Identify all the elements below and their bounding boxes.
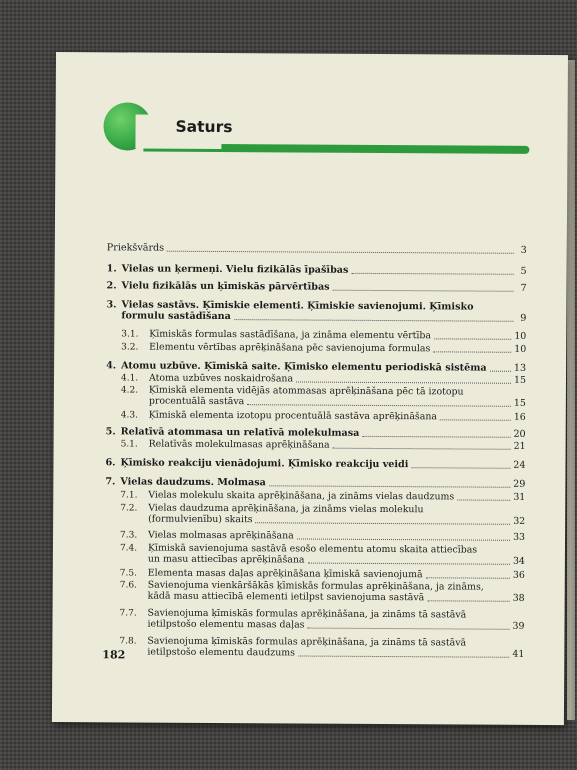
toc-entry-number: 7.2.: [120, 503, 138, 514]
toc-entry-title: Savienojuma vienkāršākās ķīmiskās formulas aprēķināšana, ja zināms,: [147, 579, 484, 593]
dot-leader: [297, 529, 510, 541]
toc-entry: [105, 457, 525, 471]
book-page: [52, 52, 568, 725]
toc-page-number: 38: [512, 592, 525, 604]
toc-entry: [105, 502, 525, 527]
toc-page-number: 36: [512, 569, 525, 581]
toc-entry: [104, 635, 524, 660]
dot-leader: [307, 618, 509, 630]
dot-leader: [426, 568, 510, 579]
dot-leader: [427, 591, 510, 602]
toc-page-number: 29: [513, 478, 526, 490]
toc-entry-title: Savienojuma ķīmiskās formulas aprēķināšana, ja zināms tā sastāvā: [147, 635, 467, 649]
toc-entry: [106, 341, 526, 355]
page-edge: [567, 60, 575, 720]
toc-entry-number: 7.8.: [119, 636, 137, 647]
toc-entry-number: 7.1.: [120, 490, 138, 501]
toc-entry-number: 5.: [105, 426, 116, 438]
toc-entry-title: Ķīmiskā savienojuma sastāvā esošo elementu atomu skaita attiecības: [147, 542, 478, 556]
toc-entry-title: Vielas daudzuma aprēķināšana, ja zināms vielas molekulu: [148, 502, 424, 516]
toc-entry-title-continued: formulu sastādīšana: [121, 310, 231, 323]
toc-page-number: 32: [513, 515, 526, 527]
dot-leader: [362, 426, 510, 437]
toc-page-number: 16: [513, 411, 526, 423]
toc-entry-number: 7.3.: [120, 530, 138, 541]
toc-entry-number: 6.: [105, 457, 116, 469]
dot-leader: [167, 241, 514, 254]
toc-entry-title-continued: procentuālā sastāva: [148, 395, 245, 408]
dot-leader: [433, 342, 511, 353]
toc-entry: [105, 529, 525, 543]
dot-leader: [296, 372, 511, 384]
toc-page-number: 41: [512, 648, 525, 660]
toc-entry-title: Savienojuma ķīmiskās formulas aprēķināšana, ja zināms tā sastāvā: [147, 607, 467, 621]
toc-entry-number: 4.: [106, 360, 117, 372]
toc-entry-number: 3.1.: [121, 329, 139, 340]
toc-entry-title: Ķīmiskās formulas sastādīšana, ja zināma elementu vērtība: [149, 328, 432, 342]
toc-entry-number: 7.6.: [119, 580, 137, 591]
toc-entry-title: Vielas un ķermeņi. Vielu fizikālās īpašības: [121, 263, 349, 276]
toc-entry-title: Ķīmiskā elementa vidējās atommasas aprēķināšana pēc tā izotopu: [148, 384, 464, 398]
toc-page-number: 39: [512, 620, 525, 632]
toc-entry-title: Vielas sastāvs. Ķīmiskie elementi. Ķīmiskie savienojumi. Ķīmisko: [121, 299, 474, 313]
toc-entry: [107, 242, 527, 256]
heading-banner: [103, 102, 533, 155]
dot-leader: [457, 490, 510, 501]
toc-entry: [105, 542, 525, 567]
dot-leader: [247, 395, 511, 407]
toc-entry: [104, 607, 524, 632]
toc-entry-number: 1.: [106, 263, 117, 275]
toc-entry-title: Ķīmisko reakciju vienādojumi. Ķīmisko reakciju veidi: [120, 457, 409, 471]
toc-entry-title: Priekšvārds: [106, 242, 165, 254]
toc-entry-number: 4.3.: [120, 410, 138, 421]
toc-page-number: 3: [520, 244, 527, 256]
toc-entry-title: Relatīvā atommasa un relatīvā molekulmasa: [120, 426, 360, 439]
toc-entry: [107, 280, 527, 294]
toc-entry-number: 4.1.: [120, 373, 139, 384]
dot-leader: [234, 309, 514, 321]
toc-entry: [106, 299, 526, 324]
toc-page-number: 10: [514, 330, 527, 342]
toc-entry-title: Vielas molmasas aprēķināšana: [148, 529, 294, 542]
dot-leader: [434, 329, 511, 340]
toc-entry-title: Ķīmiskā elementa izotopu procentuālā sastāva aprēķināšana: [148, 409, 437, 423]
toc-entry: [106, 328, 526, 342]
toc-entry-title-continued: ietilpstošo elementu masas daļas: [147, 618, 305, 631]
toc-page-number: 5: [520, 265, 527, 277]
toc-page-number: 15: [514, 374, 527, 386]
toc-entry-title: Vielas daudzums. Molmasa: [120, 476, 266, 489]
toc-entry-title: Vielu fizikālās un ķīmiskās pārvērtības: [121, 280, 330, 293]
toc-entry-number: 2.: [106, 280, 117, 292]
toc-page-number: 21: [513, 440, 526, 452]
toc-entry: [105, 489, 525, 503]
toc-entry-number: 3.2.: [121, 342, 139, 353]
toc-page-number: 24: [513, 459, 526, 471]
toc-entry-title: Atoma uzbūves noskaidrošana: [148, 372, 294, 385]
toc-entry: [105, 476, 525, 490]
toc-entry-title-continued: (formulvienību) skaits: [148, 513, 253, 526]
toc-entry-number: 7.4.: [119, 543, 138, 554]
toc-entry-title: Elementu vērtības aprēķināšana pēc savienojuma formulas: [149, 341, 431, 355]
dot-leader: [440, 410, 511, 421]
toc-entry: [106, 409, 526, 423]
toc-entry: [105, 579, 525, 604]
toc-entry-number: 3.: [106, 299, 117, 311]
toc-entry-title: Vielas molekulu skaita aprēķināšana, ja zināms vielas daudzums: [148, 489, 455, 503]
page-title: Saturs: [175, 117, 233, 137]
toc-entry-title-continued: kādā masu attiecībā elementi ietilpst savienojuma sastāvā: [147, 590, 425, 604]
toc-entry-title-continued: ietilpstošo elementu daudzums: [147, 646, 296, 659]
dot-leader: [411, 458, 510, 469]
dot-leader: [333, 438, 511, 449]
toc-entry-number: 7.: [105, 476, 116, 488]
toc-entry-number: 7.5.: [119, 568, 138, 579]
toc-page-number: 20: [513, 428, 526, 440]
toc-entry: [106, 438, 526, 452]
dot-leader: [351, 263, 513, 275]
toc-page-number: 31: [513, 491, 526, 503]
toc-page-number: 34: [512, 555, 525, 567]
toc-entry-title: Atomu uzbūve. Ķīmiskā saite. Ķīmisko elementu periodiskā sistēma: [121, 360, 487, 374]
dot-leader: [256, 513, 511, 525]
toc-page-number: 9: [520, 312, 527, 324]
toc-page-number: 15: [513, 397, 526, 409]
toc-entry-number: 5.1.: [120, 439, 138, 450]
toc-page-number: 7: [520, 282, 527, 294]
dot-leader: [269, 476, 510, 488]
toc-entry-title-continued: un masu attiecības aprēķināšana: [147, 553, 305, 566]
toc-page-number: 13: [513, 362, 527, 374]
dot-leader: [333, 280, 514, 292]
page-number: 182: [102, 648, 126, 662]
toc-page-number: 33: [513, 531, 526, 543]
toc-page-number: 10: [514, 343, 527, 355]
toc-entry-number: 7.7.: [119, 608, 137, 619]
toc-entry-title: Relatīvās molekulmasas aprēķināšana: [148, 438, 330, 451]
dot-leader: [298, 646, 509, 658]
toc-entry-number: 4.2.: [120, 385, 139, 396]
dot-leader: [308, 553, 510, 565]
toc-entry-title: Elementa masas daļas aprēķināšana ķīmiskā savienojumā: [147, 567, 423, 581]
toc-entry: [107, 263, 527, 277]
toc-entry: [106, 384, 526, 409]
dot-leader: [490, 361, 511, 372]
